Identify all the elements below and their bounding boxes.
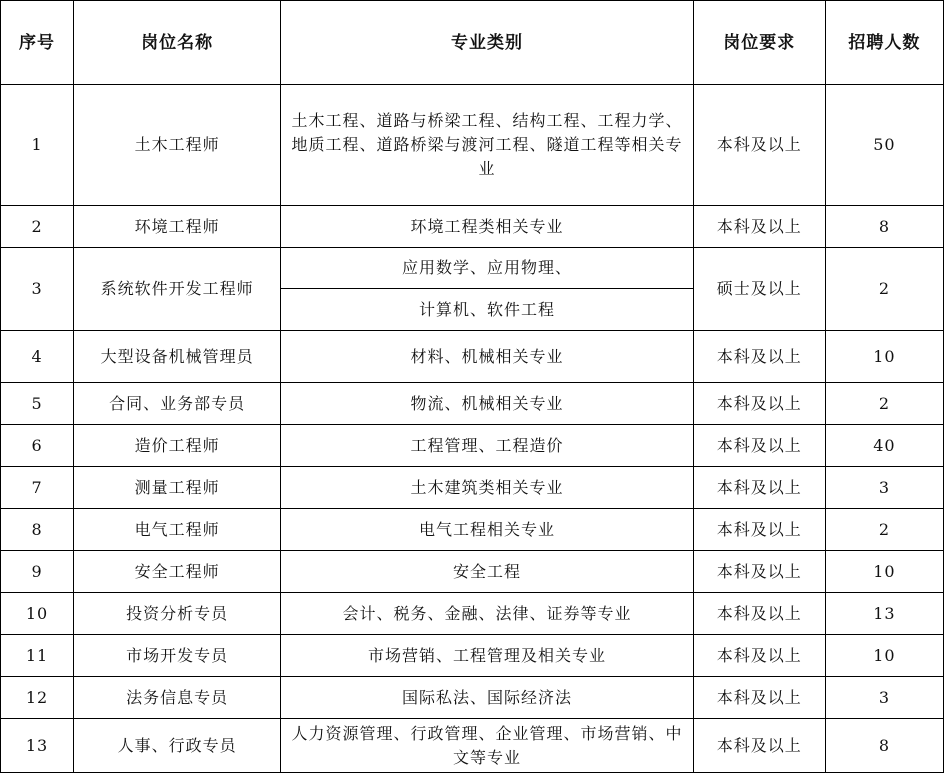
row-count: 13 bbox=[825, 593, 943, 635]
table-row bbox=[1, 425, 944, 467]
row-major: 材料、机械相关专业 bbox=[281, 331, 693, 383]
row-requirement: 本科及以上 bbox=[693, 425, 825, 467]
row-position: 电气工程师 bbox=[74, 509, 281, 551]
row-position: 人事、行政专员 bbox=[74, 719, 281, 773]
table-row bbox=[1, 331, 944, 383]
row-index: 5 bbox=[1, 383, 74, 425]
row-requirement: 硕士及以上 bbox=[693, 248, 825, 331]
row-requirement: 本科及以上 bbox=[693, 677, 825, 719]
row-major: 市场营销、工程管理及相关专业 bbox=[281, 635, 693, 677]
row-index: 3 bbox=[1, 248, 74, 331]
header-major: 专业类别 bbox=[281, 1, 693, 85]
row-requirement: 本科及以上 bbox=[693, 719, 825, 773]
row-major: 人力资源管理、行政管理、企业管理、市场营销、中文等专业 bbox=[281, 719, 693, 773]
row-index: 12 bbox=[1, 677, 74, 719]
row-major: 物流、机械相关专业 bbox=[281, 383, 693, 425]
row-position: 法务信息专员 bbox=[74, 677, 281, 719]
table-row bbox=[1, 719, 944, 773]
table-row bbox=[1, 383, 944, 425]
row-requirement: 本科及以上 bbox=[693, 85, 825, 206]
row-count: 10 bbox=[825, 635, 943, 677]
row-count: 3 bbox=[825, 467, 943, 509]
row-requirement: 本科及以上 bbox=[693, 206, 825, 248]
row-requirement: 本科及以上 bbox=[693, 635, 825, 677]
table-row bbox=[1, 509, 944, 551]
row-major: 安全工程 bbox=[281, 551, 693, 593]
row-position: 环境工程师 bbox=[74, 206, 281, 248]
table-row bbox=[1, 467, 944, 509]
table-row bbox=[1, 206, 944, 248]
row-count: 2 bbox=[825, 383, 943, 425]
row-requirement: 本科及以上 bbox=[693, 593, 825, 635]
row-requirement: 本科及以上 bbox=[693, 509, 825, 551]
row-count: 8 bbox=[825, 719, 943, 773]
row-major: 国际私法、国际经济法 bbox=[281, 677, 693, 719]
table-row bbox=[1, 551, 944, 593]
row-index: 11 bbox=[1, 635, 74, 677]
row-major: 土木工程、道路与桥梁工程、结构工程、工程力学、地质工程、道路桥梁与渡河工程、隧道工程等相关专业 bbox=[281, 85, 693, 206]
table-row bbox=[1, 593, 944, 635]
row-index: 10 bbox=[1, 593, 74, 635]
row-major: 工程管理、工程造价 bbox=[281, 425, 693, 467]
row-major: 环境工程类相关专业 bbox=[281, 206, 693, 248]
row-count: 50 bbox=[825, 85, 943, 206]
table-row bbox=[1, 677, 944, 719]
row-index: 8 bbox=[1, 509, 74, 551]
row-position: 系统软件开发工程师 bbox=[74, 248, 281, 331]
header-row bbox=[1, 1, 944, 85]
header-requirement: 岗位要求 bbox=[693, 1, 825, 85]
row-major: 电气工程相关专业 bbox=[281, 509, 693, 551]
row-position: 测量工程师 bbox=[74, 467, 281, 509]
row-major: 会计、税务、金融、法律、证券等专业 bbox=[281, 593, 693, 635]
row-count: 40 bbox=[825, 425, 943, 467]
row-index: 2 bbox=[1, 206, 74, 248]
row-index: 13 bbox=[1, 719, 74, 773]
row-position: 投资分析专员 bbox=[74, 593, 281, 635]
row-requirement: 本科及以上 bbox=[693, 331, 825, 383]
row-count: 2 bbox=[825, 509, 943, 551]
row-position: 大型设备机械管理员 bbox=[74, 331, 281, 383]
row-position: 造价工程师 bbox=[74, 425, 281, 467]
row-position: 市场开发专员 bbox=[74, 635, 281, 677]
row-position: 安全工程师 bbox=[74, 551, 281, 593]
table-row bbox=[1, 85, 944, 206]
row-requirement: 本科及以上 bbox=[693, 467, 825, 509]
row-requirement: 本科及以上 bbox=[693, 551, 825, 593]
row-index: 4 bbox=[1, 331, 74, 383]
row-count: 2 bbox=[825, 248, 943, 331]
row-major: 土木建筑类相关专业 bbox=[281, 467, 693, 509]
row-position: 合同、业务部专员 bbox=[74, 383, 281, 425]
row-requirement: 本科及以上 bbox=[693, 383, 825, 425]
row-major-part-a: 应用数学、应用物理、 bbox=[281, 248, 693, 289]
header-index: 序号 bbox=[1, 1, 74, 85]
header-count: 招聘人数 bbox=[825, 1, 943, 85]
row-count: 8 bbox=[825, 206, 943, 248]
row-index: 7 bbox=[1, 467, 74, 509]
header-position: 岗位名称 bbox=[74, 1, 281, 85]
row-position: 土木工程师 bbox=[74, 85, 281, 206]
row-count: 10 bbox=[825, 331, 943, 383]
table-row bbox=[1, 635, 944, 677]
row-count: 10 bbox=[825, 551, 943, 593]
row-index: 9 bbox=[1, 551, 74, 593]
row-count: 3 bbox=[825, 677, 943, 719]
row-major-part-b: 计算机、软件工程 bbox=[281, 289, 693, 331]
row-index: 1 bbox=[1, 85, 74, 206]
table-row bbox=[1, 248, 944, 289]
row-index: 6 bbox=[1, 425, 74, 467]
